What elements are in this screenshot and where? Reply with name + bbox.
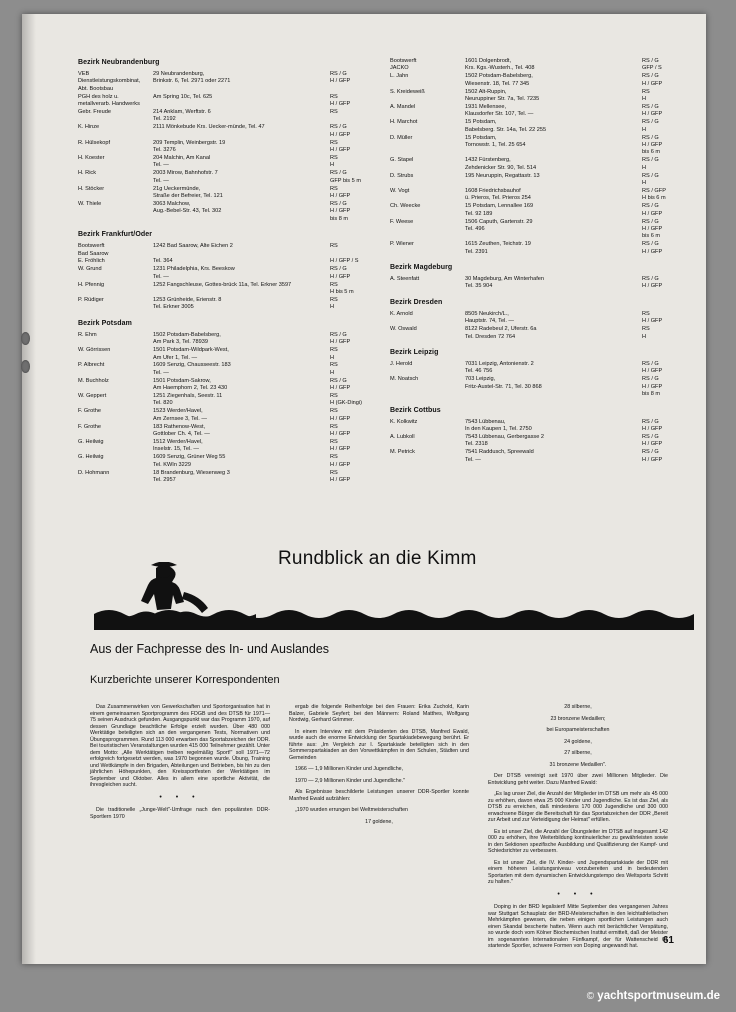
entry-address: Am Spring 10c, Tel. 625	[153, 93, 213, 100]
entry-name: Ch. Weecke	[390, 203, 421, 210]
entry-name: W. Geppert	[78, 393, 107, 400]
directory-entry	[390, 188, 680, 203]
entry-address: 7541 Raddusch, Spreewald Tel. —	[465, 449, 534, 463]
directory-entry	[78, 282, 368, 297]
article-column-2	[289, 704, 469, 830]
entry-address: 7543 Lübbenau, In den Kaupen 1, Tel. 2750	[465, 418, 532, 432]
entry-service-codes: RS / G H / GFP	[330, 124, 351, 138]
entry-address: 1501 Potsdam-Wildpark-West, Am Ufer 1, Tel. —	[153, 347, 229, 361]
entry-name: E. Fröhlich	[78, 258, 105, 265]
entry-address: 1506 Caputh, Gartenstr. 29 Tel. 496	[465, 218, 533, 232]
article-paragraph: Als Ergebnisse beschilderte Leistungen unserer DDR-Sportler konnte Manfred Ewald aufzählen:	[289, 789, 469, 802]
entry-name: F. Grothe	[78, 423, 102, 430]
entry-service-codes: RS / G H / GFP	[642, 73, 663, 87]
entry-address: 1231 Philadelphia, Krs. Beeskow Tel. —	[153, 266, 235, 280]
entry-service-codes: RS / G H / GFP	[330, 266, 351, 280]
entry-service-codes: RS H	[330, 362, 338, 376]
directory-entry	[390, 276, 680, 291]
directory-entry	[390, 241, 680, 256]
entry-name: G. Heilwig	[78, 454, 104, 461]
directory-entry	[78, 170, 368, 185]
entry-service-codes: RS H / GFP	[330, 93, 351, 108]
entry-address: 7543 Lübbenau, Gerbergasse 2 Tel. 2318	[465, 433, 544, 448]
punch-hole	[21, 332, 30, 345]
directory-entry	[390, 434, 680, 449]
article-paragraph: Das Zusammenwirken von Gewerkschaften und Sportorganisation hat in einem gemeinsamen Sportprogramm des FDGB und des DTSB für 1971—75 seinen Ausdruck gefunden. Ausgangspunkt war das Programm 1970, auf dessen Grundlage beachtliche Erfolge erzielt wurden. Über 480 000 Werktätige beteiligten sich an den vergangenen Tests, Normativen und Übungsprogrammen. Rund 113 000 erwarben das Sportabzeichen der DDR. Bei touristischen Veranstaltungen wurden 415 000 Teilnehmer gezählt. Unter dem Motto: „Alle Werktätigen treiben regelmäßig Sport!" soll 1971—72 erfolgreich fortgesetzt werden, was 1970 begonnen wurde. Übung, Training und Wettkämpfe in den Brigaden, Abteilungen und Betrieben, bis hin zu den jährlichen Höhepunkten, den Kreissportfesten der Werktätigen im September und Oktober. Alles in allem eine sportliche Aktivität, die ihresgleichen sucht.	[90, 704, 270, 788]
directory-entry	[390, 449, 680, 464]
entry-service-codes: RS H / GFP	[642, 310, 663, 325]
article-paragraph: In einem Interview mit dem Präsidenten des DTSB, Manfred Ewald, wurde auch die enorme Entwicklung der Spartakiadebewegung berührt. Er führte aus: „Im Vergleich zur I. Spartakiade beteiligten sich in den Sommerspartakiaden an den Vorwettkämpfen in den Schulen, Städten und Gemeinden	[289, 728, 469, 761]
directory-entry	[78, 297, 368, 312]
entry-address: 1251 Ziegenhals, Seestr. 11 Tel. 820	[153, 393, 223, 407]
entry-address: Tel. 364	[153, 258, 173, 265]
article-paragraph: Doping in der BRD legalisiert! Mitte September des vergangenen Jahres war Stuttgart Schauplatz der BRD-Meisterschaften in den leichtathletischen Mehrkämpfen gewesen, die neben einigen sportlichen Leistungen auch einen Skandal bescherte hatten. Wenn auch mit berächtlicher Verspätung, so wurde doch vom Kölner Biochemischen Institut ermittelt, daß der Meister im sogenannten Internationalen Fünfkampf, der für Wattenscheid 01 startende Sportler, schwere Formen von Doping angewandt hat.	[488, 904, 668, 949]
entry-service-codes: RS	[330, 109, 338, 116]
entry-name: H. Marchot	[390, 119, 418, 126]
directory-entry	[390, 58, 680, 73]
entry-service-codes: RS H / GFP	[330, 423, 351, 438]
entry-address: 1609 Senzig, Grüner Weg 55 Tel. KWIn 3229	[153, 454, 226, 468]
entry-service-codes: RS / G H / GFP	[642, 103, 663, 118]
punch-hole	[21, 360, 30, 373]
entry-service-codes: RS	[330, 243, 338, 250]
directory-entry	[78, 332, 368, 347]
entry-name: A. Lubkoll	[390, 433, 415, 440]
entry-name: W. Görrissen	[78, 347, 111, 354]
entry-address: 1502 Potsdam-Babelsberg, Wiesenstr. 18, Tel. 77 345	[465, 73, 533, 87]
entry-service-codes: RS / G H / GFP	[330, 331, 351, 346]
entry-address: 15 Potsdam, Babelsberg. Str. 14a, Tel. 22 255	[465, 119, 547, 133]
directory-entry	[78, 266, 368, 281]
entry-address: 1615 Zeuthen, Teichstr. 19 Tel. 2391	[465, 241, 531, 255]
entry-address: 7031 Leipzig, Antonienstr. 2 Tel. 46 756	[465, 361, 534, 375]
entry-name: M. Petrick	[390, 449, 415, 456]
entry-service-codes: RS H	[330, 296, 338, 311]
entry-address: 1253 Grünheide, Erienstr. 8 Tel. Erkner 3005	[153, 296, 222, 311]
entry-address: 1242 Bad Saarow, Alte Eichen 2	[153, 243, 233, 250]
directory-entry	[390, 89, 680, 104]
entry-service-codes: H / GFP / S	[330, 258, 359, 265]
entry-service-codes: RS / G H / GFP	[642, 449, 663, 463]
entry-service-codes: RS / G GFP / S	[642, 58, 662, 72]
entry-service-codes: RS / G H / GFP	[642, 241, 663, 255]
directory-entry	[390, 419, 680, 434]
entry-service-codes: RS H	[330, 347, 338, 361]
entry-address: 1608 Friedrichsbauhof ü. Prieros, Tel. Prieros 254	[465, 187, 531, 202]
section-heading-fachpresse: Aus der Fachpresse des In- und Auslandes	[90, 642, 330, 656]
entry-name: D. Müller	[390, 134, 413, 141]
entry-name: L. Jahn	[390, 73, 409, 80]
directory-entry	[390, 119, 680, 134]
entry-name: W. Thiele	[78, 200, 102, 207]
entry-name: H. Pfennig	[78, 281, 105, 288]
entry-service-codes: RS H	[642, 88, 650, 103]
entry-name: K. Arnold	[390, 310, 413, 317]
entry-address: 1502 Potsdam-Babelsberg, Am Park 3, Tel. 78939	[153, 331, 221, 346]
entry-name: W. Vogt	[390, 187, 410, 194]
article-paragraph: Die traditionelle „Junge-Welt"-Umfrage nach den populärsten DDR-Sportlern 1970	[90, 807, 270, 820]
entry-service-codes: RS H / GFP	[330, 438, 351, 453]
wave-divider	[94, 604, 694, 630]
directory-entry	[78, 347, 368, 362]
directory-entry	[390, 326, 680, 341]
entry-name: R. Hülsekopf	[78, 139, 111, 146]
entry-service-codes: RS / G H	[642, 172, 659, 186]
entry-name: M. Noatsch	[390, 376, 419, 383]
article-paragraph: „1970 wurden errungen bei Weltmeisterschaften	[295, 807, 408, 813]
entry-address: 1501 Potsdam-Sakrow, Am Haemphorn 2, Tel. 23 430	[153, 377, 228, 392]
directory-region-heading: Bezirk Neubrandenburg	[78, 59, 160, 66]
entry-name: H. Stöcker	[78, 185, 105, 192]
directory-entry	[78, 124, 368, 139]
directory-entry	[78, 155, 368, 170]
directory-region-heading: Bezirk Cottbus	[390, 406, 441, 414]
entry-name: H. Rick	[78, 170, 97, 177]
entry-name: PGH des holz u. metallverarb. Handwerks	[78, 93, 140, 108]
watermark-copyright: ©	[586, 991, 595, 1002]
boatbuilder-directory	[78, 58, 678, 548]
entry-address: 209 Templin, Weinbergstr. 19 Tel. 3276	[153, 139, 226, 154]
entry-name: G. Stapel	[390, 157, 414, 164]
entry-service-codes: RS H / GFP	[330, 185, 351, 199]
entry-name: G. Heilwig	[78, 438, 104, 445]
entry-service-codes: RS / G H / GFP bis 8 m	[642, 376, 663, 398]
directory-entry	[390, 311, 680, 326]
entry-address: 3063 Malchow, Aug.-Bebel-Str. 43, Tel. 302	[153, 200, 222, 215]
article-body	[90, 704, 678, 958]
entry-address: 1601 Dolgenbrodt, Krs. Kgs.-Wusterh., Tel. 408	[465, 58, 535, 72]
entry-service-codes: RS / G H	[642, 119, 659, 133]
paragraph-separator-stars: • • •	[159, 793, 201, 801]
entry-service-codes: RS / G H / GFP	[642, 418, 663, 432]
entry-address: 2111 Mönkebude Krs. Uecker-münde, Tel. 47	[153, 124, 265, 131]
directory-entry	[78, 258, 368, 265]
directory-region-heading: Bezirk Magdeburg	[390, 264, 453, 272]
entry-service-codes: RS / G H / GFP bis 6 m	[642, 134, 663, 156]
entry-service-codes: RS / G H / GFP	[642, 203, 663, 217]
article-paragraph: Es ist unser Ziel, die IV. Kinder- und Jugendspartakiade der DDR mit einem höheren Leistungsniveau vorzubereiten und in bedeutenden Sportarten mit dem dynamischen Entwicklungstempo des Weltsports Schritt zu halten."	[488, 859, 668, 885]
entry-name: W. Oswald	[390, 326, 417, 333]
article-paragraph: „Es lag unser Ziel, die Anzahl der Mitglieder im DTSB um mehr als 45 000 zu erhöhen, davon etwa 25 000 Kinder und Jugendliche. Es ist das Ziel, als DTSB zu erreichen, daß mindestens 170 000 Jugendliche und 300 000 erwachsene Bürger die Bereitschaft für das Sportabzeichen der DDR „Bereit zur Arbeit und zur Verteidigung der Heimat" erfüllen.	[488, 791, 668, 823]
article-paragraph: 24 goldene,	[564, 738, 592, 745]
directory-region-heading: Bezirk Dresden	[390, 298, 443, 306]
article-paragraph: 1966 — 1,9 Millionen Kinder und Jugendliche,	[295, 766, 404, 772]
article-paragraph: 23 bronzene Medaillen;	[550, 715, 606, 722]
entry-name: J. Herold	[390, 361, 413, 367]
directory-column-right	[390, 58, 680, 464]
entry-address: 214 Anklam, Werftstr. 6 Tel. 2192	[153, 109, 211, 123]
directory-column-left	[78, 58, 368, 485]
directory-region-heading: Bezirk Leipzig	[390, 349, 439, 356]
entry-name: A. Mandel	[390, 103, 416, 110]
directory-entry	[78, 470, 368, 485]
entry-service-codes: RS H / GFP	[330, 139, 351, 154]
entry-address: 1252 Fangschleuse, Gottes-brück 11a, Tel. Erkner 3597	[153, 281, 292, 288]
entry-address: 1931 Mellensee, Klausdorfer Str. 107, Tel. —	[465, 103, 534, 118]
entry-name: P. Albrecht	[78, 362, 105, 369]
entry-name: R. Ehm	[78, 331, 97, 338]
watermark-text: yachtsportmuseum.de	[597, 990, 720, 1002]
entry-service-codes: RS H	[330, 154, 338, 169]
paragraph-separator-stars: • • •	[557, 890, 599, 898]
directory-entry	[78, 140, 368, 155]
entry-service-codes: RS H bis 5 m	[330, 281, 354, 296]
entry-service-codes: RS H / GFP	[330, 469, 351, 483]
entry-address: 1609 Senzig, Chausseestr. 183 Tel. —	[153, 362, 231, 376]
directory-entry	[78, 393, 368, 408]
entry-service-codes: RS / G H / GFP	[330, 71, 351, 85]
directory-entry	[390, 135, 680, 157]
entry-address: 29 Neubrandenburg, Brinkstr. 6, Tel. 2971 oder 2271	[153, 71, 231, 85]
entry-address: 8505 Neukirch/L., Hauptstr. 74, Tel. —	[465, 310, 515, 325]
entry-address: 1523 Werder/Havel, Am Zernsee 3, Tel. —	[153, 408, 207, 422]
entry-address: 15 Potsdam, Lennallee 169 Tel. 92 189	[465, 203, 534, 217]
entry-name: M. Buchholz	[78, 377, 109, 384]
directory-entry	[390, 157, 680, 172]
entry-name: S. Kreideweiß	[390, 88, 425, 95]
rundblick-masthead	[78, 548, 678, 634]
entry-address: 195 Neuruppin, Regattastr. 13	[465, 172, 540, 179]
entry-name: K. Hinze	[78, 124, 100, 131]
page-content	[52, 36, 688, 950]
article-paragraph: 1970 — 2,9 Millionen Kinder und Jugendliche."	[295, 777, 405, 784]
article-paragraph: 28 silberne,	[564, 704, 592, 710]
entry-name: D. Hohmann	[78, 469, 110, 476]
entry-service-codes: RS H	[642, 326, 650, 340]
entry-address: 18 Brandenburg, Wiesenweg 3 Tel. 2957	[153, 469, 230, 483]
entry-service-codes: RS H / GFP	[330, 408, 351, 422]
directory-entry	[78, 454, 368, 469]
directory-entry	[78, 424, 368, 439]
article-paragraph: 31 bronzene Medaillen".	[549, 761, 607, 768]
page-number: 61	[662, 935, 674, 946]
entry-name: Bootswerft JACKO	[390, 58, 417, 72]
entry-address: 30 Magdeburg, Am Winterhafen Tel. 35 904	[465, 276, 544, 290]
entry-address: 204 Malchin, Am Kanal Tel. —	[153, 154, 211, 169]
entry-name: F. Weese	[390, 218, 414, 225]
directory-entry	[390, 73, 680, 88]
article-paragraph: 17 goldene,	[365, 818, 393, 825]
entry-service-codes: RS / G H / GFP bis 6 m	[642, 218, 663, 240]
directory-entry	[390, 361, 680, 376]
directory-entry	[390, 104, 680, 119]
directory-entry	[78, 243, 368, 258]
entry-address: 1512 Werder/Havel, Inselstr. 15, Tel. —	[153, 438, 203, 453]
entry-address: 183 Rathenow-West, Gottlober Ch. 4, Tel. —	[153, 423, 210, 438]
directory-entry	[390, 203, 680, 218]
entry-address: 1502 Alt-Ruppin, Neuruppiner Str. 7a, Tel. 7235	[465, 88, 540, 103]
entry-service-codes: RS / G H / GFP bis 8 m	[330, 200, 351, 222]
entry-service-codes: RS / G H / GFP	[642, 276, 663, 290]
directory-entry	[78, 408, 368, 423]
entry-service-codes: RS H (GK-Dingi)	[330, 393, 363, 407]
entry-address: 15 Potsdam, Tornowstr. 1, Tel. 25 654	[465, 134, 526, 148]
article-paragraph: 27 silberne,	[564, 750, 592, 756]
entry-name: W. Grund	[78, 266, 102, 273]
article-paragraph: Der DTSB vereinigt seit 1970 über zwei Millionen Mitglieder. Die Entwicklung geht weiter. Dazu Manfred Ewald:	[488, 773, 668, 786]
article-column-3	[488, 704, 668, 955]
entry-service-codes: RS / G H / GFP	[330, 377, 351, 392]
directory-region-heading: Bezirk Frankfurt/Oder	[78, 231, 153, 239]
entry-address: 1432 Fürstenberg, Zehdenicker Str. 90, Tel. 514	[465, 157, 537, 171]
directory-entry	[390, 173, 680, 188]
watermark	[587, 990, 720, 1002]
article-paragraph: Es ist unser Ziel, die Anzahl der Übungsleiter im DTSB auf insgesamt 142 000 zu erhöhen, ihre Weiterbildung kontinuierlicher zu gewährleisten sowie in den Sektionen spezifische Ausbildung und Qualifizierung der Kampf- und Schiedsrichter zu verbessern.	[488, 828, 668, 854]
article-column-1	[90, 704, 270, 825]
entry-name: Gebr. Freude	[78, 109, 111, 116]
directory-entry	[78, 94, 368, 109]
directory-entry	[78, 378, 368, 393]
entry-name: VEB Dienstleistungskombinat, Abt. Bootsbau	[78, 71, 141, 92]
entry-name: P. Rüdiger	[78, 296, 104, 303]
entry-service-codes: RS H / GFP	[330, 454, 351, 468]
entry-address: 703 Leipzig, Fritz-Austel-Str. 71, Tel. 30 868	[465, 376, 542, 390]
entry-name: A. Steenfatt	[390, 276, 420, 283]
directory-entry	[78, 71, 368, 93]
directory-entry	[78, 109, 368, 124]
article-paragraph: bei Europameisterschaften	[546, 727, 610, 733]
entry-name: P. Wiener	[390, 241, 414, 248]
entry-name: H. Koester	[78, 154, 105, 161]
entry-name: D. Strubs	[390, 172, 414, 179]
directory-entry	[390, 376, 680, 398]
section-heading-kurzberichte: Kurzberichte unserer Korrespondenten	[90, 674, 280, 686]
entry-name: Bootswerft Bad Saarow	[78, 243, 109, 257]
entry-service-codes: RS / G GFP bis 5 m	[330, 170, 361, 184]
directory-entry	[390, 219, 680, 241]
entry-service-codes: RS / G H / GFP	[642, 361, 663, 375]
entry-address: 2003 Mirow, Bahnhofstr. 7 Tel. —	[153, 170, 218, 184]
directory-entry	[78, 186, 368, 201]
directory-entry	[78, 362, 368, 377]
magazine-page	[22, 14, 706, 964]
directory-entry	[78, 439, 368, 454]
entry-name: K. Kolkwitz	[390, 418, 418, 425]
directory-entry	[78, 201, 368, 223]
directory-region-heading: Bezirk Potsdam	[78, 319, 132, 327]
masthead-title: Rundblick an die Kimm	[278, 548, 477, 569]
entry-service-codes: RS / G H / GFP	[642, 433, 663, 448]
entry-address: 21g Ueckermünde, Straße der Befreier, Tel. 121	[153, 185, 223, 199]
entry-service-codes: RS / G H	[642, 157, 659, 171]
entry-service-codes: RS / GFP H bis 6 m	[642, 187, 666, 202]
entry-address: 8122 Radebeul 2, Uferstr. 6a Tel. Dresden 72 764	[465, 326, 537, 340]
article-paragraph: ergab die folgende Reihenfolge bei den Frauen: Erika Zuchold, Karin Balzer, Gabriele Seyfert; bei den Männern: Roland Matthes, Wolfgang Nordwig, Gerhard Grimmer.	[289, 704, 469, 723]
entry-name: F. Grothe	[78, 408, 102, 415]
